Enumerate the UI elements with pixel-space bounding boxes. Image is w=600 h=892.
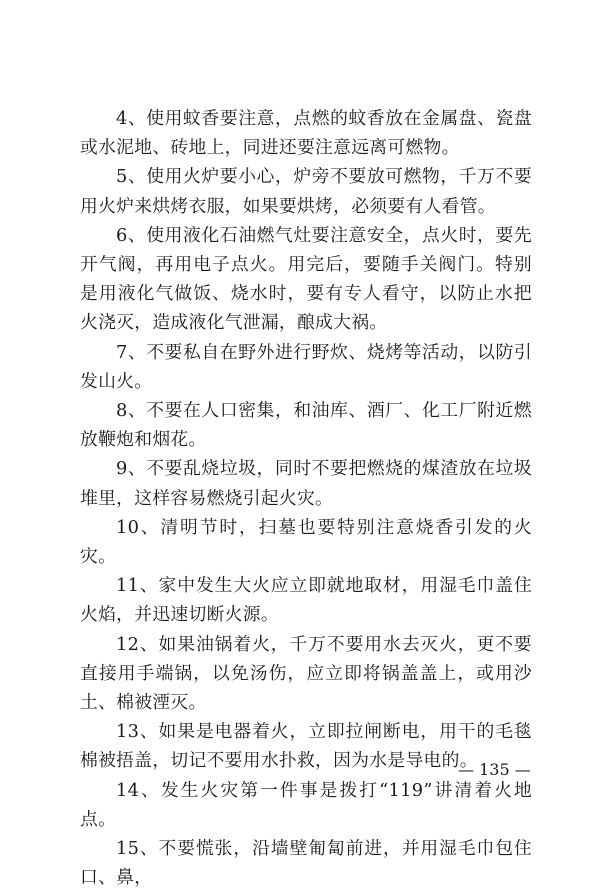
paragraph-item-11: 11、家中发生大火应立即就地取材，用湿毛巾盖住火焰，并迅速切断火源。 [80, 575, 532, 626]
paragraph-item-10: 10、清明节时，扫墓也要特别注意烧香引发的火灾。 [80, 516, 532, 568]
paragraph-item-6: 6、使用液化石油燃气灶要注意安全，点火时，要先开气阀，再用电子点火。用完后，要随手关阀门。特别是用液化气做饭、烧水时，要有专人看守，以防止水把火浇灭，造成液化气泄漏，酿成大祸。 [80, 224, 532, 334]
page-number: — 135 — [458, 760, 531, 779]
paragraph-item-4: 4、使用蚊香要注意，点燃的蚊香放在金属盘、瓷盘或水泥地、砖地上，同进还要注意远离可燃物。 [80, 108, 532, 159]
paragraph-item-5: 5、使用火炉要小心，炉旁不要放可燃物，千万不要用火炉来烘烤衣服，如果要烘烤，必须要有人看管。 [80, 166, 532, 217]
paragraph-item-7: 7、不要私自在野外进行野炊、烧烤等活动，以防引发山火。 [80, 341, 532, 392]
paragraph-item-9: 9、不要乱烧垃圾，同时不要把燃烧的煤渣放在垃圾堆里，这样容易燃烧引起火灾。 [80, 458, 532, 509]
paragraph-item-13: 13、如果是电器着火，立即拉闸断电，用干的毛毯棉被捂盖，切记不要用水扑救，因为水是导电的。 [80, 721, 532, 772]
paragraph-item-15: 15、不要慌张，沿墙壁匍匐前进，并用湿毛巾包住口、鼻， [80, 838, 532, 889]
paragraph-item-14: 14、发生火灾第一件事是拨打“119”讲清着火地点。 [80, 779, 532, 830]
paragraph-item-8: 8、不要在人口密集，和油库、酒厂、化工厂附近燃放鞭炮和烟花。 [80, 400, 532, 451]
paragraph-item-12: 12、如果油锅着火，千万不要用水去灭火，更不要直接用手端锅，以免汤伤，应立即将锅盖盖上，或用沙土、棉被湮灭。 [80, 633, 532, 714]
